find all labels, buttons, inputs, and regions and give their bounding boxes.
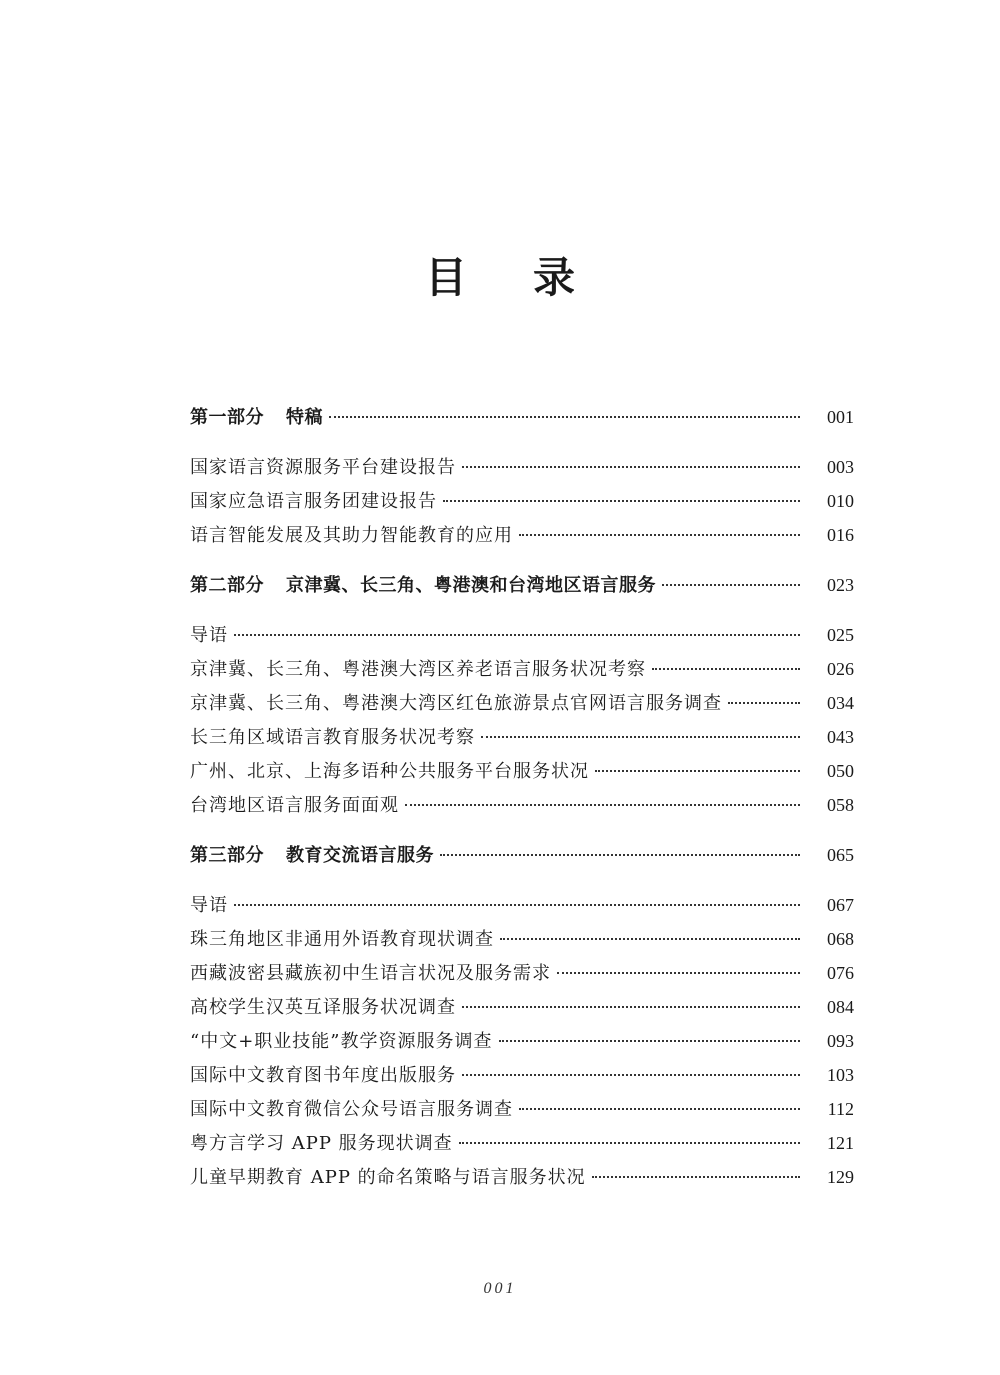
toc-page-number: 129 bbox=[827, 1167, 854, 1187]
toc-entry-title: 国际中文教育图书年度出版服务 bbox=[190, 1065, 456, 1086]
toc-entry-row[interactable] bbox=[190, 922, 854, 956]
toc-part-title: 教育交流语言服务 bbox=[286, 845, 434, 866]
toc-leader-dots bbox=[443, 499, 800, 502]
toc-leader-dots bbox=[462, 1005, 800, 1008]
toc-part-number: 第一部分 bbox=[190, 407, 264, 428]
toc-part-label bbox=[190, 839, 434, 873]
toc-entry-title: 长三角区域语言教育服务状况考察 bbox=[190, 727, 475, 748]
page-number-footer: 001 bbox=[483, 1280, 517, 1297]
toc-part-row[interactable] bbox=[190, 838, 854, 872]
toc-part-label bbox=[190, 401, 323, 435]
toc-leader-dots bbox=[234, 633, 800, 636]
toc-entry-title: 高校学生汉英互译服务状况调查 bbox=[190, 997, 456, 1018]
toc-entry-title: 国际中文教育微信公众号语言服务调查 bbox=[190, 1099, 513, 1120]
toc-entry-row[interactable] bbox=[190, 618, 854, 652]
toc-leader-dots bbox=[462, 1073, 800, 1076]
toc-entry-row[interactable] bbox=[190, 484, 854, 518]
toc-entry-row[interactable] bbox=[190, 720, 854, 754]
toc-page-number: 043 bbox=[827, 727, 854, 747]
toc-leader-dots bbox=[405, 803, 800, 806]
toc-page-number: 025 bbox=[827, 625, 854, 645]
toc-entry-title: “中文+职业技能”教学资源服务调查 bbox=[190, 1031, 493, 1052]
toc-entry-row[interactable] bbox=[190, 652, 854, 686]
toc-entry-row[interactable] bbox=[190, 788, 854, 822]
toc-entry-row[interactable] bbox=[190, 1058, 854, 1092]
toc-entry-title: 儿童早期教育 APP 的命名策略与语言服务状况 bbox=[190, 1167, 586, 1188]
toc-leader-dots bbox=[459, 1141, 800, 1144]
toc-entry-title: 京津冀、长三角、粤港澳大湾区养老语言服务状况考察 bbox=[190, 659, 646, 680]
toc-entry-row[interactable] bbox=[190, 686, 854, 720]
toc-page-number: 093 bbox=[827, 1031, 854, 1051]
toc-page-number: 068 bbox=[827, 929, 854, 949]
toc-page-number: 121 bbox=[827, 1133, 854, 1153]
toc-part-number: 第二部分 bbox=[190, 575, 264, 596]
toc-part-title: 特稿 bbox=[286, 407, 323, 428]
toc-page-number: 065 bbox=[827, 845, 854, 865]
toc-leader-dots bbox=[234, 903, 800, 906]
toc-page-number: 050 bbox=[827, 761, 854, 781]
toc-leader-dots bbox=[662, 583, 800, 586]
toc-entry-title: 粤方言学习 APP 服务现状调查 bbox=[190, 1133, 453, 1154]
toc-entry-title: 导语 bbox=[190, 625, 228, 646]
toc-page-number: 016 bbox=[827, 525, 854, 545]
toc-leader-dots bbox=[728, 701, 800, 704]
toc-entry-title: 京津冀、长三角、粤港澳大湾区红色旅游景点官网语言服务调查 bbox=[190, 693, 722, 714]
toc-leader-dots bbox=[592, 1175, 800, 1178]
toc-entry-row[interactable] bbox=[190, 1160, 854, 1194]
toc-leader-dots bbox=[440, 853, 800, 856]
toc-entry-row[interactable] bbox=[190, 990, 854, 1024]
toc-leader-dots bbox=[329, 415, 800, 418]
toc-page-number: 001 bbox=[827, 407, 854, 427]
toc-entry-title: 珠三角地区非通用外语教育现状调查 bbox=[190, 929, 494, 950]
toc-part-row[interactable] bbox=[190, 568, 854, 602]
toc-page-number: 026 bbox=[827, 659, 854, 679]
toc-part-number: 第三部分 bbox=[190, 845, 264, 866]
toc-page-number: 103 bbox=[827, 1065, 854, 1085]
toc-leader-dots bbox=[500, 937, 800, 940]
toc-entry-title: 台湾地区语言服务面面观 bbox=[190, 795, 399, 816]
toc-page-number: 058 bbox=[827, 795, 854, 815]
toc-entry-row[interactable] bbox=[190, 518, 854, 552]
toc-entry-title: 语言智能发展及其助力智能教育的应用 bbox=[190, 525, 513, 546]
toc-part-row[interactable] bbox=[190, 400, 854, 434]
toc-entry-title: 西藏波密县藏族初中生语言状况及服务需求 bbox=[190, 963, 551, 984]
toc-page-number: 003 bbox=[827, 457, 854, 477]
toc-leader-dots bbox=[652, 667, 800, 670]
toc-entry-row[interactable] bbox=[190, 956, 854, 990]
toc-entry-title: 导语 bbox=[190, 895, 228, 916]
table-of-contents bbox=[190, 400, 854, 1194]
toc-entry-row[interactable] bbox=[190, 1092, 854, 1126]
toc-page-number: 084 bbox=[827, 997, 854, 1017]
toc-entry-title: 国家应急语言服务团建设报告 bbox=[190, 491, 437, 512]
toc-entry-row[interactable] bbox=[190, 450, 854, 484]
toc-leader-dots bbox=[595, 769, 800, 772]
toc-leader-dots bbox=[557, 971, 800, 974]
toc-leader-dots bbox=[519, 1107, 800, 1110]
toc-entry-row[interactable] bbox=[190, 1024, 854, 1058]
toc-page-number: 076 bbox=[827, 963, 854, 983]
title-char-1: 目 bbox=[424, 253, 467, 302]
toc-part-label bbox=[190, 569, 656, 603]
toc-entry-row[interactable] bbox=[190, 754, 854, 788]
toc-entry-row[interactable] bbox=[190, 888, 854, 922]
toc-page-number: 010 bbox=[827, 491, 854, 511]
toc-page-number: 023 bbox=[827, 575, 854, 595]
toc-page-number: 067 bbox=[827, 895, 854, 915]
toc-page-number: 112 bbox=[827, 1099, 854, 1119]
toc-leader-dots bbox=[499, 1039, 801, 1042]
toc-entry-row[interactable] bbox=[190, 1126, 854, 1160]
toc-page-number: 034 bbox=[827, 693, 854, 713]
toc-part-title: 京津冀、长三角、粤港澳和台湾地区语言服务 bbox=[286, 575, 656, 596]
toc-leader-dots bbox=[519, 533, 800, 536]
toc-entry-title: 国家语言资源服务平台建设报告 bbox=[190, 457, 456, 478]
title-char-2: 录 bbox=[533, 253, 576, 302]
toc-leader-dots bbox=[481, 735, 800, 738]
page-title bbox=[0, 250, 1000, 306]
toc-leader-dots bbox=[462, 465, 800, 468]
toc-entry-title: 广州、北京、上海多语种公共服务平台服务状况 bbox=[190, 761, 589, 782]
